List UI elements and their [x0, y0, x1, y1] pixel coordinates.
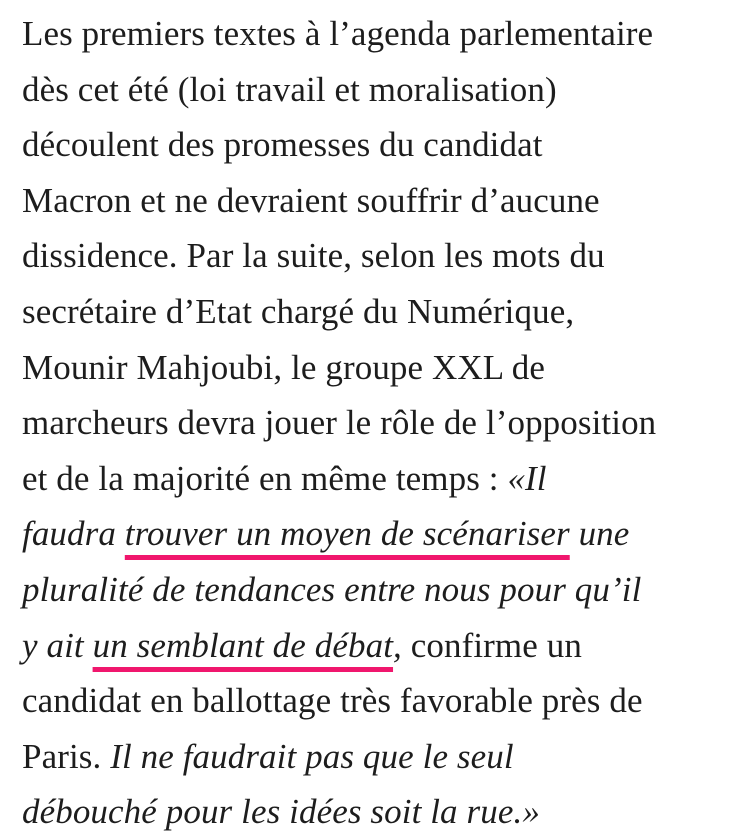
quote-text: faudra: [22, 514, 125, 554]
text-segment: Paris.: [22, 736, 111, 776]
text-line: découlent des promesses du candidat: [22, 125, 543, 165]
text-line: candidat en ballottage très favorable près de: [22, 681, 643, 721]
quote-line: pluralité de tendances entre nous pour qu’il: [22, 569, 642, 609]
text-segment: confirme un: [401, 625, 582, 665]
text-line: marcheurs devra jouer le rôle de l’opposition: [22, 403, 657, 443]
text-line: Les premiers textes à l’agenda parlementaire: [22, 14, 654, 53]
quote-text: «Il: [507, 458, 547, 498]
text-line: dès cet été (loi travail et moralisation): [22, 69, 557, 109]
quote-text: ,: [393, 625, 402, 665]
article-text: [22, 6, 737, 840]
quote-text: Il ne faudrait pas que le seul: [110, 736, 514, 776]
text-line: [22, 618, 737, 674]
text-line: Mounir Mahjoubi, le groupe XXL de: [22, 347, 546, 387]
text-line: Macron et ne devraient souffrir d’aucune: [22, 180, 600, 220]
quote-line: débouché pour les idées soit la rue.»: [22, 792, 540, 832]
highlighted-phrase: un semblant de débat: [92, 625, 394, 665]
text-line: [22, 451, 737, 507]
text-line: secrétaire d’Etat chargé du Numérique,: [22, 291, 575, 331]
text-line: dissidence. Par la suite, selon les mots du: [22, 236, 605, 276]
highlighted-phrase: trouver un moyen de scénariser: [124, 514, 570, 554]
quote-line: [22, 506, 737, 562]
quote-text: une: [569, 514, 630, 554]
text-segment: et de la majorité en même temps :: [22, 458, 508, 498]
quote-text: y ait: [22, 625, 93, 665]
text-line: [22, 729, 737, 785]
